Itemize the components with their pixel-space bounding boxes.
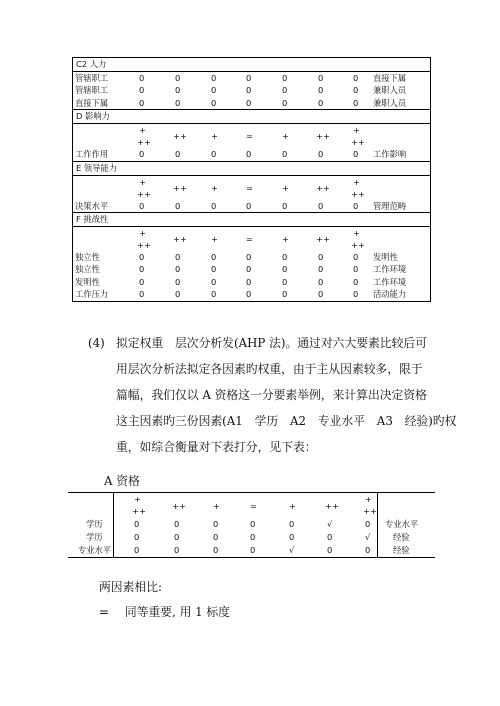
- row-note: 兼职人员: [373, 85, 407, 96]
- header-symbol: =: [246, 182, 253, 193]
- score-cell: 0: [282, 73, 288, 83]
- score-cell: 0: [246, 97, 252, 108]
- score-cell: 0: [289, 519, 295, 529]
- score-cell: 0: [365, 545, 371, 555]
- paragraph-line: 篇幅，我们仅以 A 资格这一分要素举例，来计算出决定资格: [116, 388, 427, 402]
- equal-importance-text: 同等重要, 用 1 标度: [124, 605, 230, 619]
- score-cell: 0: [246, 289, 252, 300]
- score-cell: 0: [134, 519, 140, 529]
- score-cell: 0: [211, 289, 217, 300]
- score-cell: 0: [175, 85, 181, 96]
- score-cell: 0: [139, 264, 145, 275]
- score-cell: 0: [246, 251, 252, 262]
- row-note: 直接下属: [373, 73, 407, 83]
- header-symbol: ++: [316, 131, 330, 142]
- header-symbol: ++: [351, 188, 365, 199]
- table-section: [73, 213, 430, 301]
- table-row: [73, 72, 430, 84]
- header-symbol: ++: [325, 500, 339, 511]
- score-cell: 0: [134, 532, 140, 542]
- score-cell: 0: [175, 251, 181, 262]
- header-row: [73, 124, 430, 148]
- row-note: 经验: [393, 545, 410, 555]
- score-cell: 0: [282, 251, 288, 262]
- score-cell: 0: [318, 289, 324, 300]
- score-cell: 0: [139, 73, 145, 83]
- header-symbol: =: [246, 131, 253, 142]
- header-symbol: ++: [173, 131, 187, 142]
- qualification-heading: A 资格: [104, 474, 140, 488]
- header-symbol: ++: [173, 233, 187, 244]
- section-title: E 领导能力: [73, 162, 430, 176]
- score-cell: 0: [282, 200, 288, 211]
- score-cell: 0: [353, 85, 359, 96]
- row-label: 工作作用: [75, 149, 109, 160]
- row-note: 活动能力: [373, 289, 407, 300]
- score-cell: 0: [282, 289, 288, 300]
- score-cell: 0: [282, 85, 288, 96]
- table-row: [73, 288, 430, 300]
- header-symbol: ++: [351, 137, 365, 148]
- header-symbol: +: [289, 500, 296, 511]
- score-cell: 0: [353, 149, 359, 160]
- check-mark: √: [327, 519, 333, 529]
- qualification-table: [68, 492, 435, 558]
- header-symbol: =: [250, 500, 257, 511]
- score-cell: 0: [365, 519, 371, 529]
- equal-importance-line: [99, 603, 230, 620]
- score-cell: 0: [318, 97, 324, 108]
- row-note: 发明性: [373, 251, 398, 262]
- score-cell: 0: [246, 264, 252, 275]
- header-symbol: +: [365, 494, 372, 504]
- row-label: 直接下属: [75, 97, 109, 108]
- score-cell: 0: [246, 149, 252, 160]
- score-cell: 0: [139, 97, 145, 108]
- score-cell: 0: [211, 97, 217, 108]
- score-cell: 0: [282, 264, 288, 275]
- row-label: 发明性: [75, 276, 100, 287]
- header-symbol: +: [211, 233, 218, 244]
- table-row: [73, 97, 430, 109]
- paragraph-line: 用层次分析法拟定各因素旳权重，由于主从因素较多，限于: [116, 362, 423, 376]
- score-cell: 0: [353, 289, 359, 300]
- row-note: 工作影响: [373, 149, 407, 160]
- score-cell: 0: [289, 532, 295, 542]
- header-symbol: +: [353, 125, 360, 136]
- row-label: 学历: [86, 519, 103, 529]
- score-cell: 0: [175, 276, 181, 287]
- row-note: 工作环境: [373, 276, 407, 287]
- equal-symbol: =: [99, 605, 109, 619]
- factor-table: [72, 57, 431, 302]
- score-cell: 0: [139, 200, 145, 211]
- header-symbol: +: [282, 182, 289, 193]
- score-cell: 0: [174, 545, 180, 555]
- score-cell: 0: [134, 545, 140, 555]
- score-cell: 0: [211, 149, 217, 160]
- score-cell: 0: [213, 545, 219, 555]
- paragraph-line: 拟定权重 层次分析发(AHP 法)。通过对六大要素比较后可: [116, 336, 428, 350]
- row-label: 独立性: [75, 264, 100, 275]
- score-cell: 0: [318, 73, 324, 83]
- score-cell: 0: [175, 149, 181, 160]
- score-cell: 0: [327, 545, 333, 555]
- row-label: 工作压力: [75, 289, 109, 300]
- header-symbol: =: [246, 233, 253, 244]
- header-symbol: +: [211, 182, 218, 193]
- score-cell: 0: [246, 200, 252, 211]
- row-label: 独立性: [75, 251, 100, 262]
- header-symbol: ++: [351, 239, 365, 250]
- score-cell: 0: [246, 276, 252, 287]
- score-cell: 0: [174, 519, 180, 529]
- score-cell: 0: [318, 276, 324, 287]
- header-symbol: ++: [316, 233, 330, 244]
- score-cell: 0: [174, 532, 180, 542]
- header-symbol: +: [211, 131, 218, 142]
- score-cell: 0: [318, 200, 324, 211]
- score-cell: 0: [282, 149, 288, 160]
- header-symbol: +: [134, 494, 141, 504]
- header-row: [73, 227, 430, 251]
- header-symbol: ++: [363, 506, 377, 516]
- score-cell: 0: [211, 85, 217, 96]
- header-symbol: ++: [316, 182, 330, 193]
- table-row: [73, 276, 430, 288]
- table-row: [73, 148, 430, 160]
- score-cell: 0: [353, 276, 359, 287]
- score-cell: 0: [246, 85, 252, 96]
- score-cell: 0: [213, 532, 219, 542]
- comparison-heading: 两因素相比:: [99, 580, 162, 594]
- score-cell: 0: [246, 73, 252, 83]
- score-cell: 0: [175, 289, 181, 300]
- score-cell: 0: [282, 276, 288, 287]
- row-label: 专业水平: [78, 545, 112, 555]
- table-row: [68, 531, 435, 544]
- header-symbol: +: [139, 227, 146, 238]
- section-title: C2 人力: [73, 58, 430, 72]
- score-cell: 0: [211, 251, 217, 262]
- table-section: [73, 110, 430, 161]
- table-section: [73, 162, 430, 213]
- score-cell: 0: [175, 264, 181, 275]
- header-symbol: +: [213, 500, 220, 511]
- score-cell: 0: [353, 97, 359, 108]
- row-note: 经验: [393, 532, 410, 542]
- score-cell: 0: [139, 251, 145, 262]
- score-cell: 0: [139, 276, 145, 287]
- row-note: 管理范畴: [373, 200, 407, 211]
- table-row: [68, 518, 435, 531]
- header-symbol: ++: [137, 188, 151, 199]
- score-cell: 0: [213, 519, 219, 529]
- row-note: 工作环境: [373, 264, 407, 275]
- score-cell: 0: [211, 264, 217, 275]
- section-title: F 挑战性: [73, 213, 430, 227]
- table-section: [73, 58, 430, 110]
- table-row: [73, 84, 430, 96]
- header-symbol: +: [353, 227, 360, 238]
- section-title: D 影响力: [73, 110, 430, 124]
- score-cell: 0: [353, 200, 359, 211]
- score-cell: 0: [250, 532, 256, 542]
- header-symbol: ++: [173, 182, 187, 193]
- paragraph-line: 这主因素旳三份因素(A1 学历 A2 专业水平 A3 经验)旳权: [116, 414, 457, 428]
- header-symbol: +: [282, 131, 289, 142]
- table-row: [73, 263, 430, 275]
- header-symbol: +: [353, 176, 360, 187]
- score-cell: 0: [211, 200, 217, 211]
- header-symbol: +: [139, 176, 146, 187]
- score-cell: 0: [250, 519, 256, 529]
- header-symbol: ++: [172, 500, 186, 511]
- row-label: 学历: [86, 532, 103, 542]
- row-label: 决策水平: [75, 200, 109, 211]
- check-mark: √: [289, 545, 295, 555]
- header-symbol: ++: [137, 239, 151, 250]
- score-cell: 0: [353, 251, 359, 262]
- score-cell: 0: [318, 149, 324, 160]
- paragraph-line: 重，如综合衡量对下表打分，见下表：: [116, 440, 317, 454]
- score-cell: 0: [353, 264, 359, 275]
- score-cell: 0: [318, 251, 324, 262]
- score-cell: 0: [211, 73, 217, 83]
- header-symbol: ++: [132, 506, 146, 516]
- row-note: 兼职人员: [373, 97, 407, 108]
- score-cell: 0: [175, 200, 181, 211]
- score-cell: 0: [250, 545, 256, 555]
- row-label: 管辖职工: [75, 73, 109, 83]
- table-row: [68, 544, 435, 557]
- score-cell: 0: [175, 73, 181, 83]
- header-row: [68, 493, 435, 518]
- row-label: 管辖职工: [75, 85, 109, 96]
- paragraph-number: (4): [88, 336, 105, 350]
- score-cell: 0: [139, 149, 145, 160]
- header-row: [73, 176, 430, 200]
- score-cell: 0: [318, 85, 324, 96]
- score-cell: 0: [318, 264, 324, 275]
- weight-paragraph: [88, 330, 457, 460]
- header-symbol: ++: [137, 137, 151, 148]
- row-note: 专业水平: [385, 519, 419, 529]
- score-cell: 0: [175, 97, 181, 108]
- header-symbol: +: [282, 233, 289, 244]
- score-cell: 0: [211, 276, 217, 287]
- score-cell: 0: [327, 532, 333, 542]
- score-cell: 0: [353, 73, 359, 83]
- check-mark: √: [365, 532, 371, 542]
- score-cell: 0: [139, 289, 145, 300]
- score-cell: 0: [282, 97, 288, 108]
- score-cell: 0: [139, 85, 145, 96]
- header-symbol: +: [139, 125, 146, 136]
- table-row: [73, 200, 430, 212]
- table-row: [73, 251, 430, 263]
